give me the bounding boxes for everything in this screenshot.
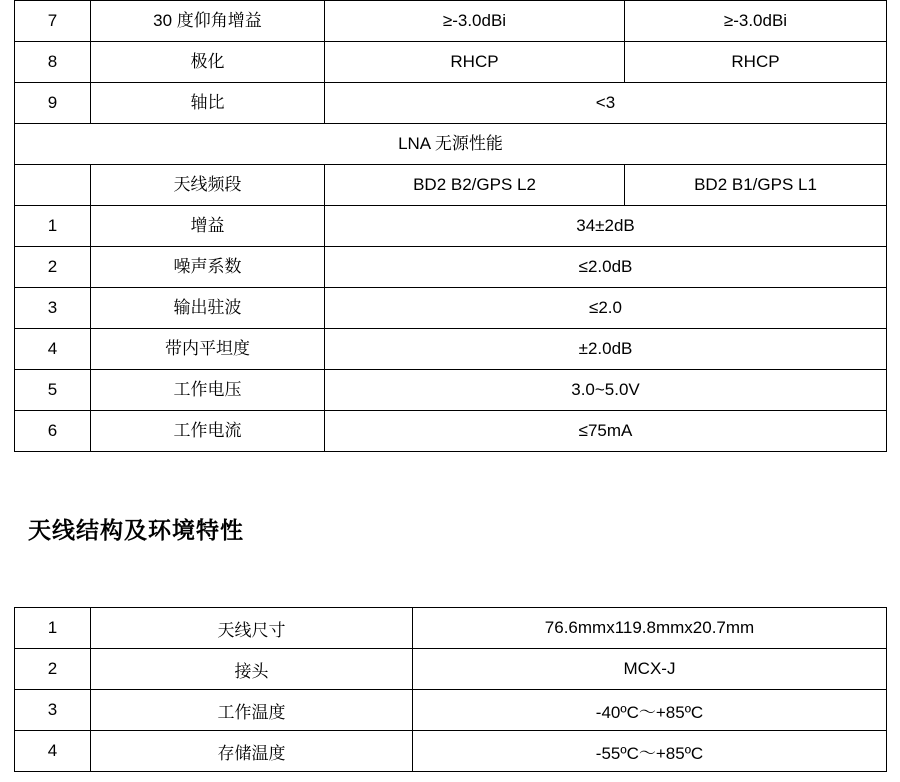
row-name: 接头 (91, 649, 413, 690)
row-index: 6 (15, 411, 91, 452)
row-value: MCX-J (413, 649, 887, 690)
row-index: 4 (15, 731, 91, 772)
row-index: 2 (15, 247, 91, 288)
table-row (15, 690, 887, 731)
row-index: 4 (15, 329, 91, 370)
table-row (15, 411, 887, 452)
row-value-merged: ≤2.0dB (325, 247, 887, 288)
row-index: 9 (15, 83, 91, 124)
structure-environment-table (14, 607, 887, 772)
table-row (15, 288, 887, 329)
row-value-b1: RHCP (625, 42, 887, 83)
row-value: -55ºC～+85ºC (413, 731, 887, 772)
table-row-section-note (15, 124, 887, 165)
table-row (15, 247, 887, 288)
row-name: 增益 (91, 206, 325, 247)
row-index: 2 (15, 649, 91, 690)
row-index: 5 (15, 370, 91, 411)
table-row (15, 370, 887, 411)
row-index: 3 (15, 690, 91, 731)
row-value: -40ºC～+85ºC (413, 690, 887, 731)
row-name: 工作电流 (91, 411, 325, 452)
row-value-merged: <3 (325, 83, 887, 124)
table-header-row (15, 165, 887, 206)
row-value-b2: RHCP (325, 42, 625, 83)
row-name: 极化 (91, 42, 325, 83)
row-name: 输出驻波 (91, 288, 325, 329)
row-value-merged: ≤2.0 (325, 288, 887, 329)
table-row (15, 42, 887, 83)
header-band-b1: BD2 B1/GPS L1 (625, 165, 887, 206)
row-value-merged: 34±2dB (325, 206, 887, 247)
row-value-b1: ≥-3.0dBi (625, 1, 887, 42)
lna-section-note: LNA 无源性能 (15, 124, 887, 165)
table-row (15, 329, 887, 370)
table-row (15, 1, 887, 42)
table-row (15, 83, 887, 124)
row-value: 76.6mmx119.8mmx20.7mm (413, 608, 887, 649)
row-name: 工作电压 (91, 370, 325, 411)
row-name: 噪声系数 (91, 247, 325, 288)
table-row (15, 649, 887, 690)
row-name: 工作温度 (91, 690, 413, 731)
row-value-merged: ≤75mA (325, 411, 887, 452)
row-name: 天线尺寸 (91, 608, 413, 649)
header-blank (15, 165, 91, 206)
table-row (15, 206, 887, 247)
table-row (15, 731, 887, 772)
row-index: 1 (15, 206, 91, 247)
row-name: 存储温度 (91, 731, 413, 772)
section-heading: 天线结构及环境特性 (28, 517, 244, 543)
row-value-merged: 3.0~5.0V (325, 370, 887, 411)
row-index: 3 (15, 288, 91, 329)
header-band-b2: BD2 B2/GPS L2 (325, 165, 625, 206)
row-value-merged: ±2.0dB (325, 329, 887, 370)
row-name: 带内平坦度 (91, 329, 325, 370)
row-name: 轴比 (91, 83, 325, 124)
table-row (15, 608, 887, 649)
row-index: 1 (15, 608, 91, 649)
row-name: 30 度仰角增益 (91, 1, 325, 42)
row-value-b2: ≥-3.0dBi (325, 1, 625, 42)
row-index: 7 (15, 1, 91, 42)
passive-performance-table (14, 0, 887, 452)
header-antenna-band: 天线频段 (91, 165, 325, 206)
row-index: 8 (15, 42, 91, 83)
